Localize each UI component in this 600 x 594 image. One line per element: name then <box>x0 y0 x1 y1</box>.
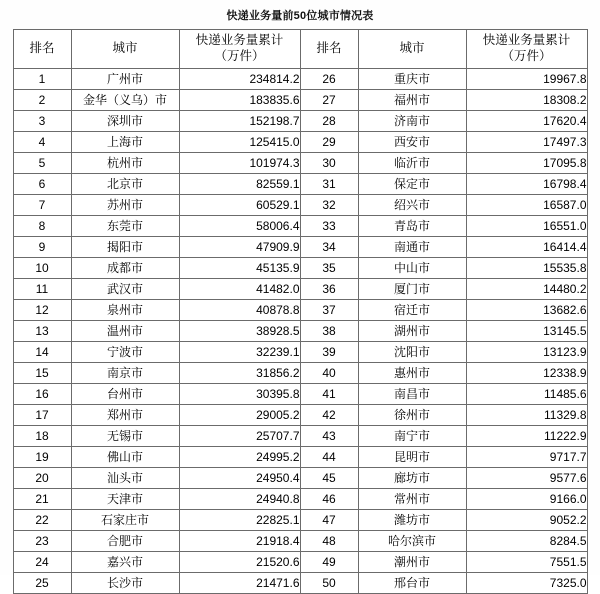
table-row <box>13 258 587 279</box>
volume-cell-right: 9577.6 <box>466 468 587 489</box>
city-cell-right: 南通市 <box>358 237 466 258</box>
volume-cell-right: 16414.4 <box>466 237 587 258</box>
city-cell-right: 临沂市 <box>358 153 466 174</box>
city-cell-left: 汕头市 <box>71 468 179 489</box>
city-cell-left: 长沙市 <box>71 573 179 594</box>
volume-cell-right: 9166.0 <box>466 489 587 510</box>
column-header-volume-right <box>466 30 587 69</box>
rank-cell-right: 38 <box>300 321 358 342</box>
city-cell-right: 邢台市 <box>358 573 466 594</box>
volume-cell-left: 30395.8 <box>179 384 300 405</box>
city-cell-right: 潮州市 <box>358 552 466 573</box>
rank-cell-right: 37 <box>300 300 358 321</box>
city-cell-right: 中山市 <box>358 258 466 279</box>
volume-cell-right: 15535.8 <box>466 258 587 279</box>
city-cell-right: 济南市 <box>358 111 466 132</box>
rank-cell-right: 27 <box>300 90 358 111</box>
table-row <box>13 363 587 384</box>
table-row <box>13 153 587 174</box>
city-cell-left: 深圳市 <box>71 111 179 132</box>
volume-cell-right: 11222.9 <box>466 426 587 447</box>
city-cell-left: 郑州市 <box>71 405 179 426</box>
rank-cell-right: 30 <box>300 153 358 174</box>
rank-cell-right: 42 <box>300 405 358 426</box>
table-row <box>13 90 587 111</box>
rank-cell-left: 11 <box>13 279 71 300</box>
volume-cell-right: 13682.6 <box>466 300 587 321</box>
volume-cell-right: 16798.4 <box>466 174 587 195</box>
city-cell-right: 保定市 <box>358 174 466 195</box>
city-cell-left: 台州市 <box>71 384 179 405</box>
rank-cell-left: 5 <box>13 153 71 174</box>
rank-cell-right: 39 <box>300 342 358 363</box>
volume-cell-right: 13123.9 <box>466 342 587 363</box>
city-cell-left: 宁波市 <box>71 342 179 363</box>
volume-cell-right: 7551.5 <box>466 552 587 573</box>
rank-cell-left: 16 <box>13 384 71 405</box>
volume-cell-right: 19967.8 <box>466 69 587 90</box>
city-cell-left: 南京市 <box>71 363 179 384</box>
rank-cell-right: 33 <box>300 216 358 237</box>
table-row <box>13 426 587 447</box>
city-cell-right: 西安市 <box>358 132 466 153</box>
city-cell-right: 绍兴市 <box>358 195 466 216</box>
volume-cell-left: 40878.8 <box>179 300 300 321</box>
rank-cell-left: 2 <box>13 90 71 111</box>
volume-cell-right: 13145.5 <box>466 321 587 342</box>
rank-cell-right: 29 <box>300 132 358 153</box>
volume-cell-right: 9052.2 <box>466 510 587 531</box>
rank-cell-left: 14 <box>13 342 71 363</box>
city-cell-left: 温州市 <box>71 321 179 342</box>
volume-cell-left: 21520.6 <box>179 552 300 573</box>
rank-cell-left: 17 <box>13 405 71 426</box>
column-header-rank-right: 排名 <box>300 30 358 69</box>
volume-cell-left: 25707.7 <box>179 426 300 447</box>
city-cell-right: 南宁市 <box>358 426 466 447</box>
column-header-city-left: 城市 <box>71 30 179 69</box>
volume-cell-right: 14480.2 <box>466 279 587 300</box>
city-cell-right: 徐州市 <box>358 405 466 426</box>
table-row <box>13 300 587 321</box>
city-cell-right: 常州市 <box>358 489 466 510</box>
volume-cell-left: 21918.4 <box>179 531 300 552</box>
city-cell-left: 北京市 <box>71 174 179 195</box>
rank-cell-left: 8 <box>13 216 71 237</box>
rank-cell-left: 10 <box>13 258 71 279</box>
table-row <box>13 216 587 237</box>
rank-cell-left: 23 <box>13 531 71 552</box>
volume-cell-right: 16551.0 <box>466 216 587 237</box>
rank-cell-left: 25 <box>13 573 71 594</box>
city-cell-left: 广州市 <box>71 69 179 90</box>
ranking-table <box>13 29 588 594</box>
city-cell-right: 重庆市 <box>358 69 466 90</box>
table-row <box>13 489 587 510</box>
volume-cell-left: 183835.6 <box>179 90 300 111</box>
table-row <box>13 279 587 300</box>
rank-cell-right: 46 <box>300 489 358 510</box>
rank-cell-left: 3 <box>13 111 71 132</box>
volume-cell-left: 58006.4 <box>179 216 300 237</box>
rank-cell-right: 45 <box>300 468 358 489</box>
volume-cell-right: 8284.5 <box>466 531 587 552</box>
city-cell-left: 苏州市 <box>71 195 179 216</box>
table-row <box>13 510 587 531</box>
city-cell-right: 潍坊市 <box>358 510 466 531</box>
city-cell-right: 湖州市 <box>358 321 466 342</box>
volume-cell-left: 21471.6 <box>179 573 300 594</box>
table-row <box>13 69 587 90</box>
volume-cell-left: 24995.2 <box>179 447 300 468</box>
city-cell-right: 惠州市 <box>358 363 466 384</box>
city-cell-right: 宿迁市 <box>358 300 466 321</box>
city-cell-left: 嘉兴市 <box>71 552 179 573</box>
volume-cell-right: 18308.2 <box>466 90 587 111</box>
volume-cell-right: 12338.9 <box>466 363 587 384</box>
volume-cell-left: 31856.2 <box>179 363 300 384</box>
city-cell-left: 杭州市 <box>71 153 179 174</box>
table-row <box>13 573 587 594</box>
rank-cell-right: 31 <box>300 174 358 195</box>
table-row <box>13 174 587 195</box>
city-cell-left: 泉州市 <box>71 300 179 321</box>
volume-cell-left: 41482.0 <box>179 279 300 300</box>
page-title: 快递业务量前50位城市情况表 <box>226 10 374 22</box>
table-row <box>13 321 587 342</box>
table-header <box>13 30 587 69</box>
rank-cell-right: 44 <box>300 447 358 468</box>
rank-cell-left: 22 <box>13 510 71 531</box>
volume-cell-right: 16587.0 <box>466 195 587 216</box>
column-header-volume-right-line2: （万件） <box>501 49 552 63</box>
table-row <box>13 384 587 405</box>
table-row <box>13 552 587 573</box>
header-row <box>13 30 587 69</box>
rank-cell-left: 20 <box>13 468 71 489</box>
volume-cell-left: 24950.4 <box>179 468 300 489</box>
column-header-volume-left <box>179 30 300 69</box>
table-row <box>13 531 587 552</box>
city-cell-right: 昆明市 <box>358 447 466 468</box>
volume-cell-left: 47909.9 <box>179 237 300 258</box>
volume-cell-left: 38928.5 <box>179 321 300 342</box>
rank-cell-left: 15 <box>13 363 71 384</box>
rank-cell-left: 1 <box>13 69 71 90</box>
volume-cell-left: 29005.2 <box>179 405 300 426</box>
column-header-rank-left: 排名 <box>13 30 71 69</box>
rank-cell-left: 13 <box>13 321 71 342</box>
table-row <box>13 468 587 489</box>
city-cell-left: 成都市 <box>71 258 179 279</box>
volume-cell-right: 7325.0 <box>466 573 587 594</box>
volume-cell-left: 82559.1 <box>179 174 300 195</box>
column-header-volume-right-line1: 快递业务量累计 <box>482 33 571 48</box>
volume-cell-right: 11329.8 <box>466 405 587 426</box>
rank-cell-right: 32 <box>300 195 358 216</box>
volume-cell-left: 45135.9 <box>179 258 300 279</box>
city-cell-right: 廊坊市 <box>358 468 466 489</box>
table-body <box>13 69 587 594</box>
volume-cell-right: 17095.8 <box>466 153 587 174</box>
table-row <box>13 237 587 258</box>
city-cell-left: 天津市 <box>71 489 179 510</box>
rank-cell-right: 48 <box>300 531 358 552</box>
city-cell-left: 武汉市 <box>71 279 179 300</box>
city-cell-right: 青岛市 <box>358 216 466 237</box>
rank-cell-left: 18 <box>13 426 71 447</box>
volume-cell-left: 234814.2 <box>179 69 300 90</box>
table-row <box>13 111 587 132</box>
volume-cell-left: 24940.8 <box>179 489 300 510</box>
volume-cell-left: 32239.1 <box>179 342 300 363</box>
city-cell-left: 佛山市 <box>71 447 179 468</box>
rank-cell-right: 47 <box>300 510 358 531</box>
rank-cell-right: 36 <box>300 279 358 300</box>
rank-cell-right: 26 <box>300 69 358 90</box>
rank-cell-right: 40 <box>300 363 358 384</box>
volume-cell-right: 9717.7 <box>466 447 587 468</box>
city-cell-right: 沈阳市 <box>358 342 466 363</box>
city-cell-left: 揭阳市 <box>71 237 179 258</box>
table-row <box>13 195 587 216</box>
city-cell-left: 东莞市 <box>71 216 179 237</box>
rank-cell-left: 24 <box>13 552 71 573</box>
city-cell-left: 上海市 <box>71 132 179 153</box>
city-cell-left: 石家庄市 <box>71 510 179 531</box>
volume-cell-left: 60529.1 <box>179 195 300 216</box>
table-row <box>13 405 587 426</box>
rank-cell-left: 19 <box>13 447 71 468</box>
rank-cell-right: 34 <box>300 237 358 258</box>
rank-cell-right: 49 <box>300 552 358 573</box>
volume-cell-left: 101974.3 <box>179 153 300 174</box>
rank-cell-right: 41 <box>300 384 358 405</box>
rank-cell-left: 12 <box>13 300 71 321</box>
city-cell-left: 金华（义乌）市 <box>71 90 179 111</box>
rank-cell-right: 28 <box>300 111 358 132</box>
rank-cell-left: 6 <box>13 174 71 195</box>
column-header-volume-left-line1: 快递业务量累计 <box>195 33 284 48</box>
city-cell-right: 厦门市 <box>358 279 466 300</box>
rank-cell-left: 21 <box>13 489 71 510</box>
city-cell-right: 哈尔滨市 <box>358 531 466 552</box>
rank-cell-left: 9 <box>13 237 71 258</box>
table-row <box>13 132 587 153</box>
rank-cell-left: 7 <box>13 195 71 216</box>
volume-cell-right: 17497.3 <box>466 132 587 153</box>
table-row <box>13 447 587 468</box>
city-cell-right: 福州市 <box>358 90 466 111</box>
rank-cell-right: 35 <box>300 258 358 279</box>
rank-cell-right: 50 <box>300 573 358 594</box>
volume-cell-left: 152198.7 <box>179 111 300 132</box>
table-row <box>13 342 587 363</box>
volume-cell-right: 11485.6 <box>466 384 587 405</box>
volume-cell-left: 125415.0 <box>179 132 300 153</box>
volume-cell-right: 17620.4 <box>466 111 587 132</box>
rank-cell-right: 43 <box>300 426 358 447</box>
column-header-volume-left-line2: （万件） <box>214 49 265 63</box>
column-header-city-right: 城市 <box>358 30 466 69</box>
city-cell-left: 无锡市 <box>71 426 179 447</box>
rank-cell-left: 4 <box>13 132 71 153</box>
volume-cell-left: 22825.1 <box>179 510 300 531</box>
city-cell-left: 合肥市 <box>71 531 179 552</box>
city-cell-right: 南昌市 <box>358 384 466 405</box>
